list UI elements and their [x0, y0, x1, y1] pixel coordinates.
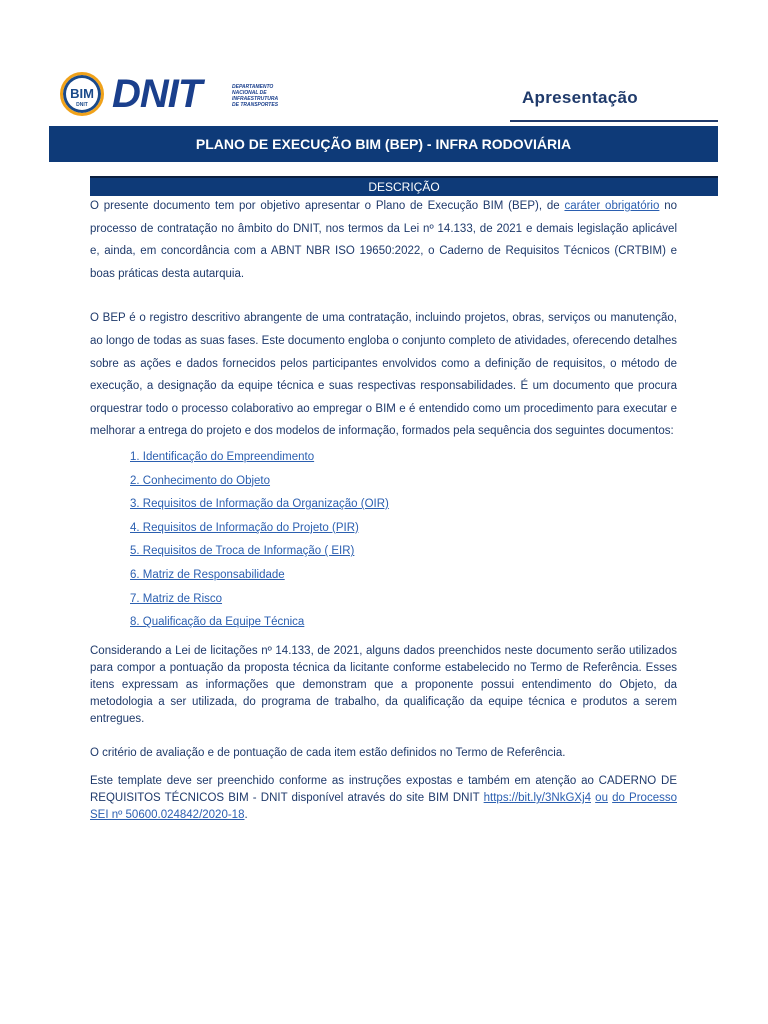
text: Este template deve ser preenchido conforme as instruções expostas e também em atenção ao CADERNO DE REQUISITOS TÉCNICOS BIM - DNIT disponível através do site BIM DNIT [90, 775, 677, 805]
list-item-link[interactable]: 8. Qualificação da Equipe Técnica [130, 616, 305, 629]
mandatory-link[interactable]: caráter obrigatório [564, 200, 660, 212]
dept-line: INFRAESTRUTURA [232, 96, 279, 102]
text: . [244, 809, 248, 822]
list-item-link[interactable]: 3. Requisitos de Informação da Organização (OIR) [130, 498, 389, 511]
list-item-link[interactable]: 4. Requisitos de Informação do Projeto (PIR) [130, 521, 359, 534]
bim-logo-badge [60, 72, 104, 116]
paragraph-template [90, 773, 677, 824]
paragraph-licitacao: Considerando a Lei de licitações nº 14.133, de 2021, alguns dados preenchidos neste documento serão utilizados para compor a pontuação da proposta técnica da licitante conforme estabelecido no Termo de Referência. Esses itens expressam as informações que demonstram que a proponente possui entendimento do Objeto, da metodologia a ser utilizada, do programa de trabalho, da qualificação da equipe técnica e produtos a serem entregues. [90, 644, 677, 725]
list-item-link[interactable]: 2. Conhecimento do Objeto [130, 474, 271, 487]
description-content [90, 195, 677, 836]
or-link[interactable]: ou [595, 792, 608, 805]
list-item-link[interactable]: 5. Requisitos de Troca de Informação ( EIR) [130, 545, 355, 558]
sei-process-link[interactable]: do Processo SEI nº 50600.024842/2020-18 [90, 792, 677, 822]
text: no processo de contratação no âmbito do DNIT, nos termos da Lei nº 14.133, de 2021 e demais legislação aplicável e, ainda, em concordância com a ABNT NBR ISO 19650:2022, o Caderno de Requisitos Técnicos (CRTBIM) e boas práticas desta autarquia. [90, 200, 677, 280]
text: O presente documento tem por objetivo apresentar o Plano de Execução BIM (BEP), de [90, 200, 565, 212]
section-title: Apresentação [521, 88, 638, 107]
bim-logo-text: BIM [70, 86, 94, 101]
dnit-department-name [232, 84, 292, 108]
bim-dnit-url-link[interactable]: https://bit.ly/3NkGXj4 [483, 792, 592, 805]
dept-line: DE TRANSPORTES [232, 102, 279, 108]
dept-line: NACIONAL DE [232, 90, 267, 96]
dnit-logo-text: DNIT [112, 72, 202, 116]
section-underline [510, 120, 718, 122]
paragraph-objective [90, 195, 677, 285]
dnit-logo [60, 70, 280, 120]
list-item-link[interactable]: 7. Matriz de Risco [130, 592, 223, 605]
document-title: PLANO DE EXECUÇÃO BIM (BEP) - INFRA RODOVIÁRIA [49, 126, 718, 162]
bim-logo-subtext: DNIT [76, 102, 88, 108]
paragraph-criteria: O critério de avaliação e de pontuação de cada item estão definidos no Termo de Referência. [90, 746, 566, 759]
document-list [90, 446, 677, 635]
list-item-link[interactable]: 1. Identificação do Empreendimento [130, 450, 315, 463]
list-item-link[interactable]: 6. Matriz de Responsabilidade [130, 568, 285, 581]
paragraph-bep-definition: O BEP é o registro descritivo abrangente de uma contratação, incluindo projetos, obras, serviços ou manutenção, ao longo de todas as suas fases. Este documento engloba o conjunto completo de atividades, oferecendo detalhes sobre as ações e dados fornecidos pelos participantes envolvidos como a definição de requisitos, o método de execução, a designação da equipe técnica e suas respectivas responsabilidades. É um documento que procura orquestrar todo o processo colaborativo ao empregar o BIM e é entendido como um procedimento para executar e melhorar a entrega do projeto e dos modelos de informação, formados pela sequência dos seguintes documentos: [90, 312, 677, 438]
dept-line: DEPARTAMENTO [232, 84, 274, 90]
description-heading: DESCRIÇÃO [90, 176, 718, 196]
